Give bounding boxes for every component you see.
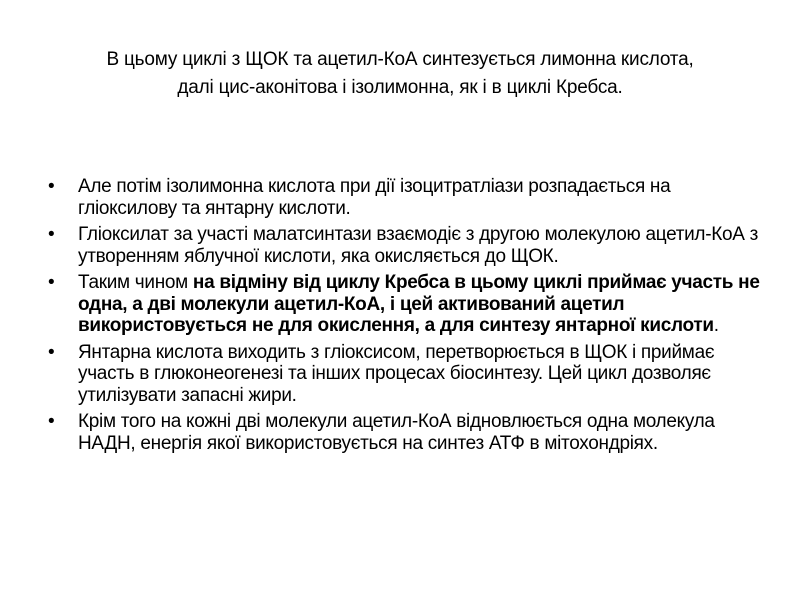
bullet-item-3 — [48, 272, 760, 337]
slide-title — [40, 46, 760, 102]
bullet-list — [48, 176, 760, 459]
bullet-text-suffix: . — [713, 315, 719, 336]
bullet-item-5 — [48, 411, 760, 454]
bullet-text: Крім того на кожні дві молекули ацетил-КоА відновлюється одна молекула НАДН, енергія якої використовується на синтез АТФ в мітохондріях. — [78, 411, 715, 454]
bullet-text: Гліоксилат за участі малатсинтази взаємодіє з другою молекулою ацетил-КоА з утворенням яблучної кислоти, яка окисляється до ЩОК. — [78, 224, 759, 267]
bullet-text-prefix: Таким чином — [78, 272, 193, 293]
slide-title-line-2: далі цис-аконітова і ізолимонна, як і в циклі Кребса. — [177, 77, 623, 98]
bullet-icon: • — [48, 272, 55, 293]
bullet-item-1 — [48, 176, 760, 219]
bullet-text: Янтарна кислота виходить з гліоксисом, перетворюється в ЩОК і приймає участь в глюконеогенезі та інших процесах біосинтезу. Цей цикл дозволяє утилізувати запасні жири. — [78, 341, 715, 406]
bullet-text-bold: на відміну від циклу Кребса в цьому циклі приймає участь не одна, а дві молекули ацетил-КоА, і цей активований ацетил використовується не для окислення, а для синтезу янтарної кислоти — [78, 272, 760, 336]
bullet-icon: • — [48, 176, 55, 197]
bullet-item-2 — [48, 224, 760, 267]
bullet-text: Але потім ізолимонна кислота при дії ізоцитратліази розпадається на гліоксилову та янтарну кислоти. — [78, 176, 671, 219]
bullet-icon: • — [48, 341, 55, 363]
bullet-icon: • — [48, 224, 55, 245]
bullet-icon: • — [48, 411, 55, 432]
bullet-item-4 — [48, 342, 760, 407]
slide-title-line-1: В цьому циклі з ЩОК та ацетил-КоА синтезується лимонна кислота, — [106, 49, 694, 70]
